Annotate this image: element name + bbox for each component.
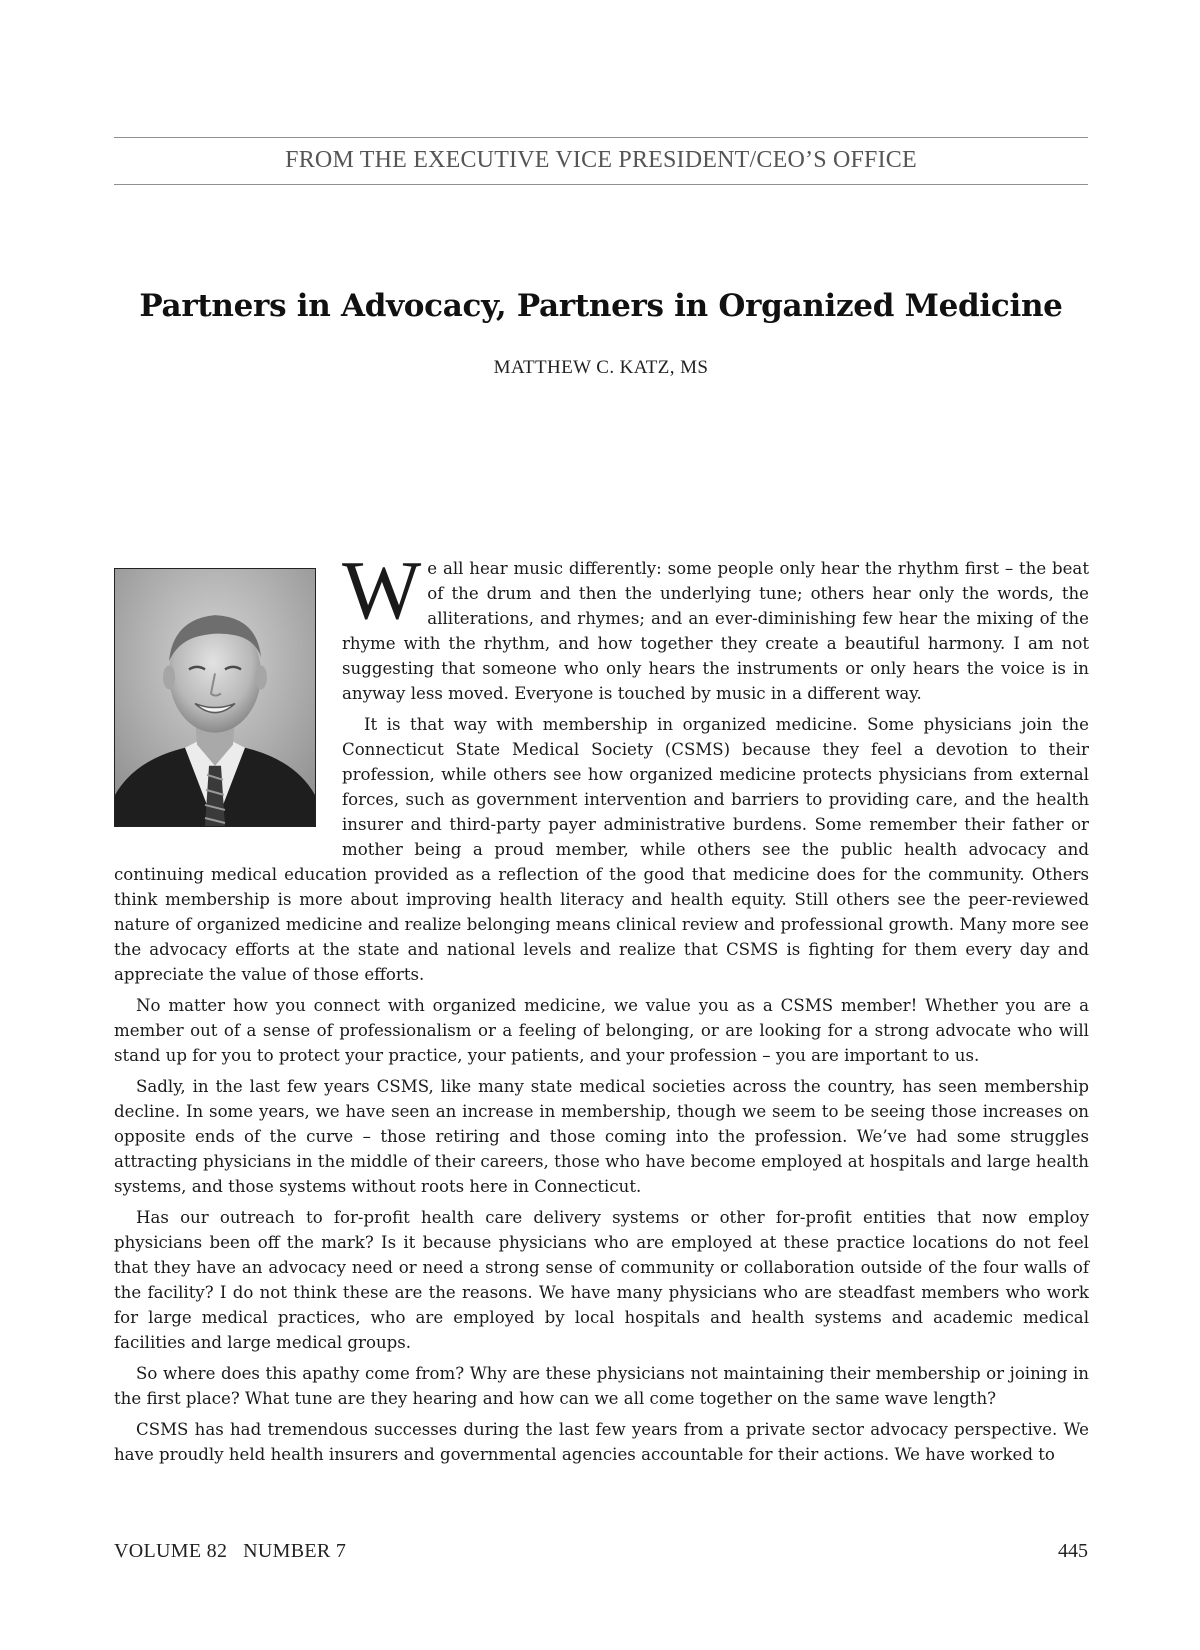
paragraph-7: CSMS has had tremendous successes during the last few years from a private sector advocacy perspective. We have proudly held health insurers and governmental agencies accountable for their actions. We have worked to [114,1420,1089,1464]
article-author: MATTHEW C. KATZ, MS [493,357,709,378]
page-number: 445 [1058,1540,1088,1562]
paragraph-4: Sadly, in the last few years CSMS, like many state medical societies across the country, has seen membership decline. In some years, we have seen an increase in membership, though we seem to be seeing those increases on opposite ends of the curve – those retiring and those coming into the profession. We’ve had some struggles attracting physicians in the middle of their careers, those who have become employed at hospitals and large health systems, and those systems without roots here in Connecticut. [114,1077,1089,1196]
section-header: FROM THE EXECUTIVE VICE PRESIDENT/CEO’S OFFICE [114,137,1088,185]
paragraph-6: So where does this apathy come from? Why are these physicians not maintaining their membership or joining in the first place? What tune are they hearing and how can we all come together on the same wave length? [114,1364,1089,1408]
photo-wrap-spacer [114,556,342,841]
paragraph-5: Has our outreach to for-profit health care delivery systems or other for-profit entities that now employ physicians been off the mark? Is it because physicians who are employed at these practice locations do not feel that they have an advocacy need or need a strong sense of community or collaboration outside of the four walls of the facility? I do not think these are the reasons. We have many physicians who are steadfast members who work for large medical practices, who are employed by local hospitals and health systems and academic medical facilities and large medical groups. [114,1208,1089,1352]
paragraph-3: No matter how you connect with organized medicine, we value you as a CSMS member! Whether you are a member out of a sense of professionalism or a feeling of belonging, or are looking for a strong advocate who will stand up for you to protect your practice, your patients, and your profession – you are important to us. [114,996,1089,1065]
volume-label: VOLUME 82 NUMBER 7 [114,1540,347,1562]
article-body [114,544,1089,1473]
drop-cap: W [342,544,422,637]
article-title: Partners in Advocacy, Partners in Organized Medicine [139,288,1063,324]
paragraph-2: It is that way with membership in organized medicine. Some physicians join the Connecticut State Medical Society (CSMS) because they feel a devotion to their profession, while others see how organized medicine protects physicians from external forces, such as government intervention and barriers to providing care, and the health insurer and third-party payer administrative burdens. Some remember their father or mother being a proud member, while others see the public health advocacy and continuing medical education provided as a reflection of the good that medicine does for the community. Others think membership is more about improving health literacy and health equity. Still others see the peer-reviewed nature of organized medicine and realize belonging means clinical review and professional growth. Many more see the advocacy efforts at the state and national levels and realize that CSMS is fighting for them every day and appreciate the value of those efforts. [114,715,1089,984]
paragraph-1-text: e all hear music differently: some people only hear the rhythm first – the beat of the drum and then the underlying tune; others hear only the words, the alliterations, and rhymes; and an ever-diminishing few hear the mixing of the rhyme with the rhythm, and how together they create a beautiful harmony. I am not suggesting that someone who only hears the instruments or only hears the voice is in anyway less moved. Everyone is touched by music in a different way. [342,559,1089,703]
